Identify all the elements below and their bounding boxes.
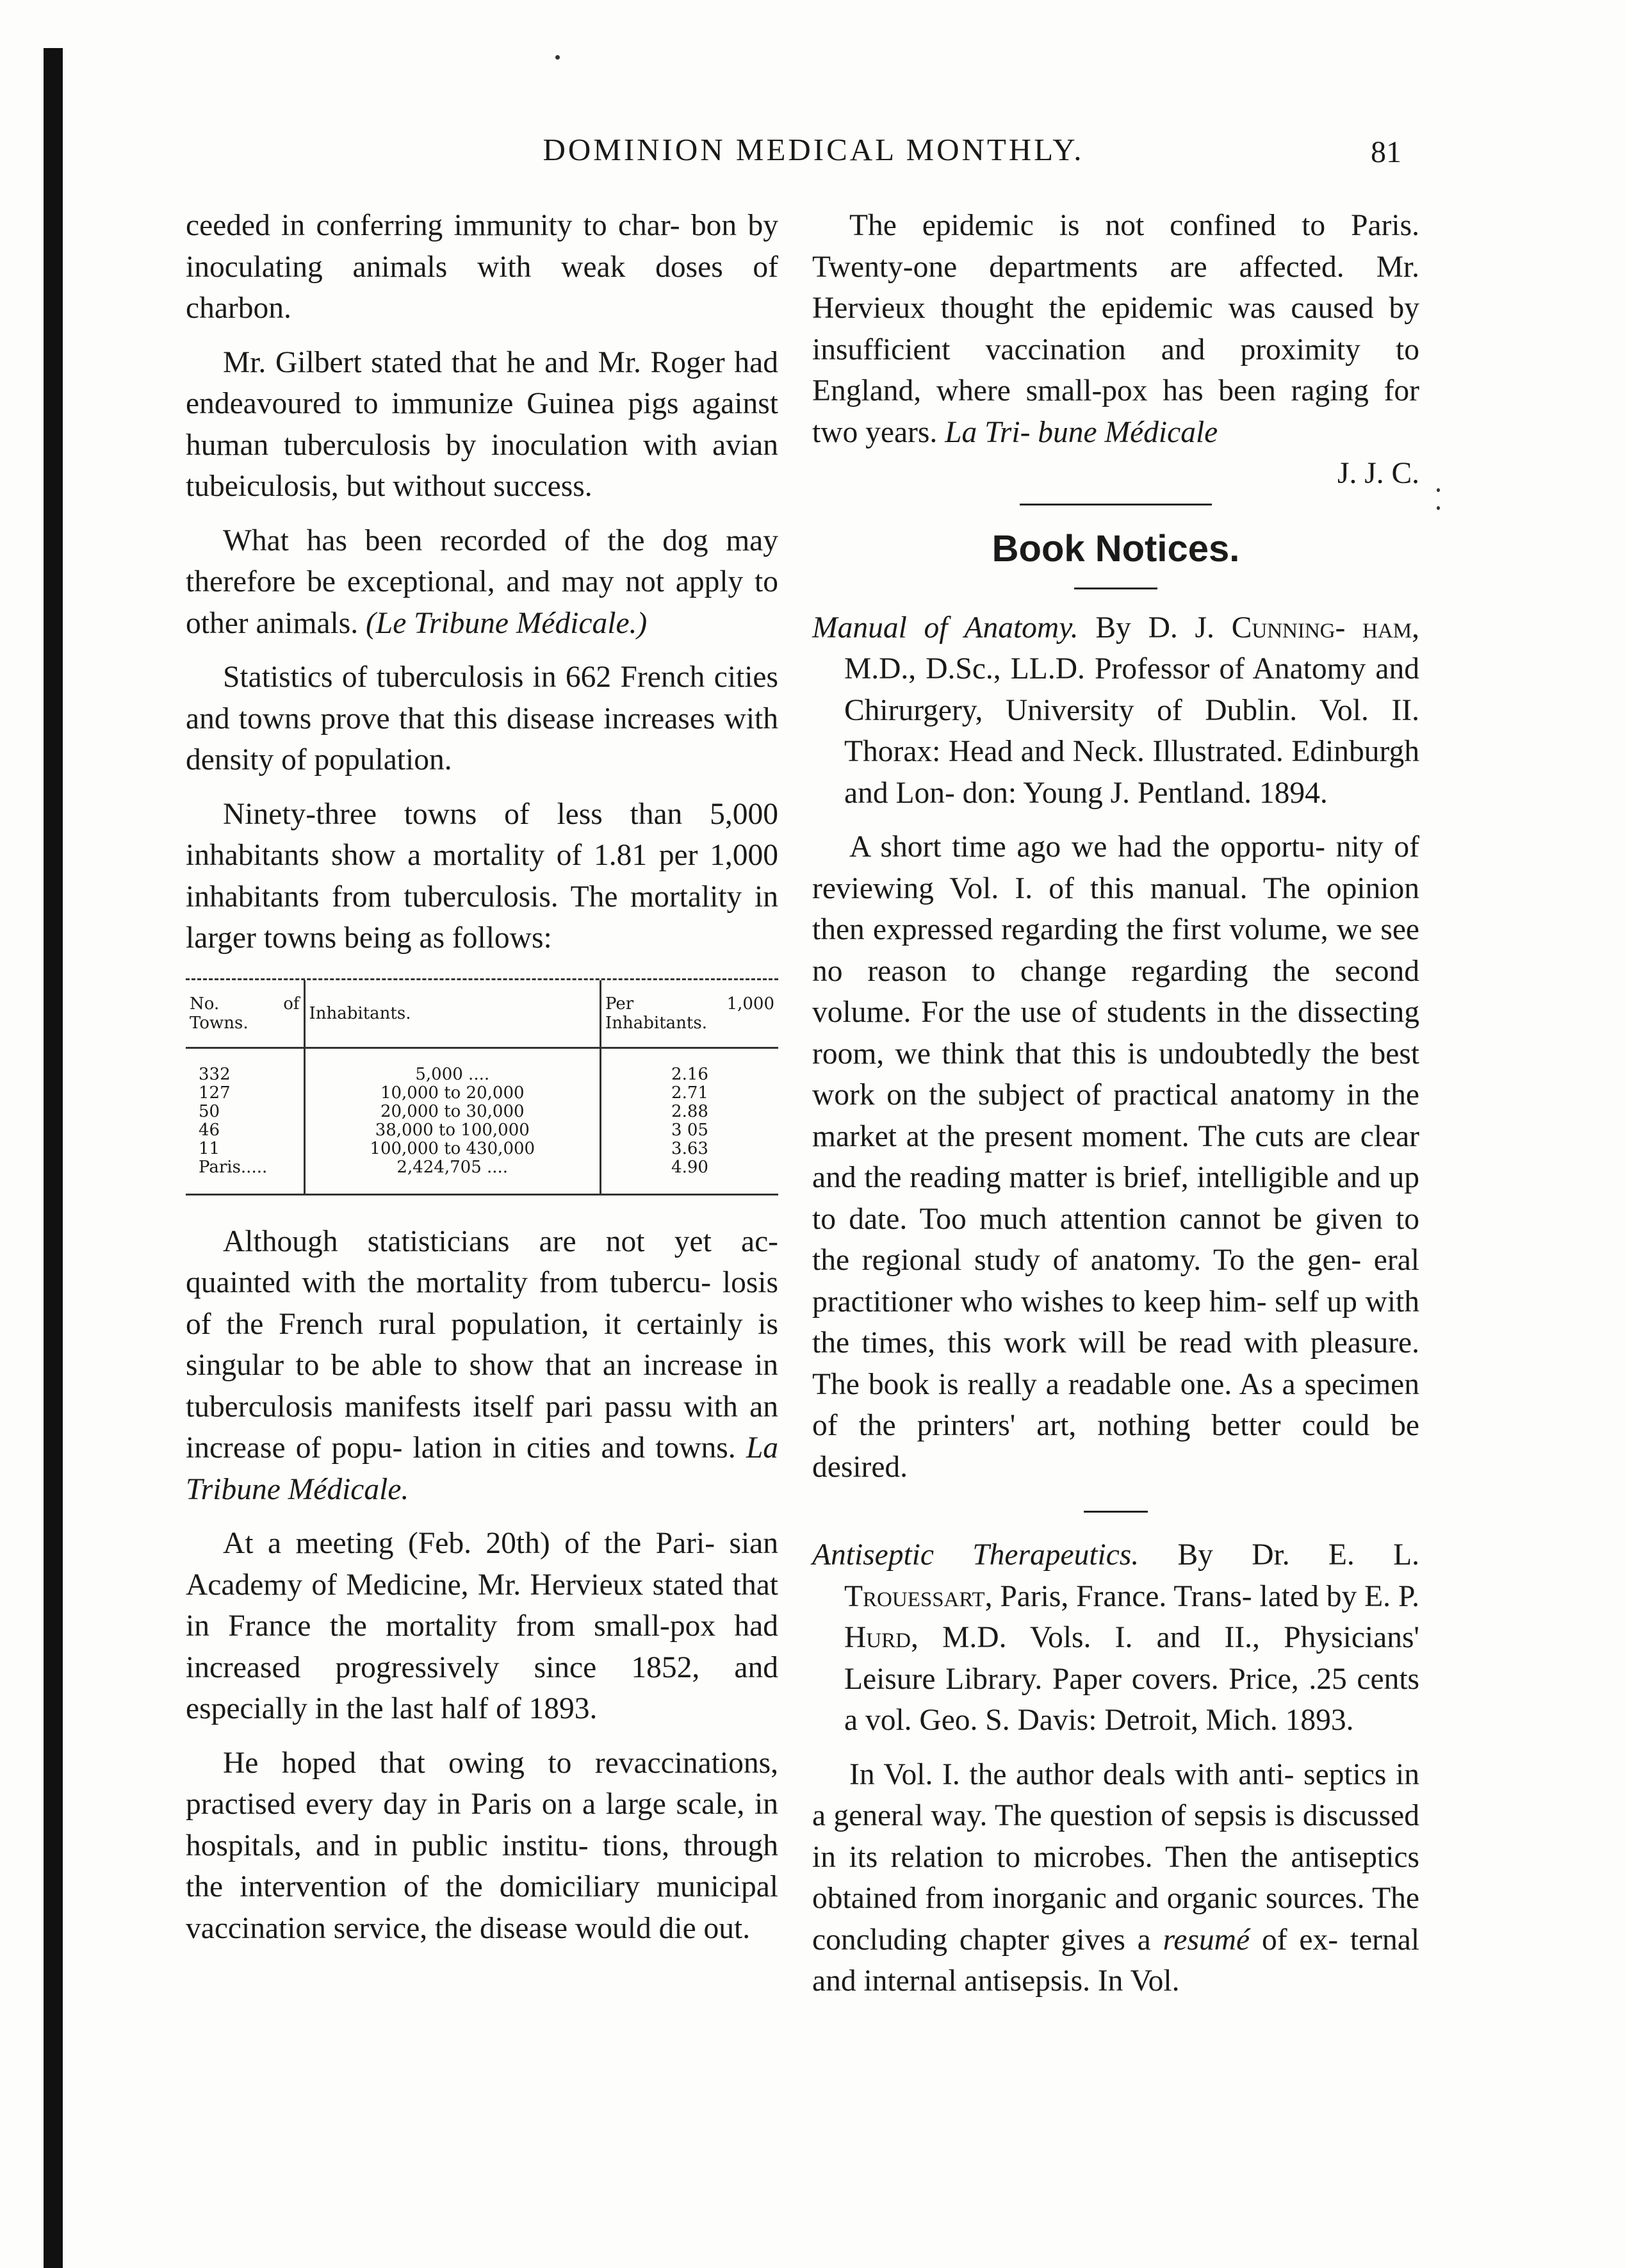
table-cell: 3.63 bbox=[671, 1138, 708, 1158]
right-column bbox=[812, 205, 1419, 2002]
paragraph-text: What has been recorded of the dog may therefore be exceptional, and may not apply to other animals. bbox=[186, 523, 778, 640]
table-row bbox=[186, 1103, 778, 1121]
table-header-row bbox=[186, 980, 778, 1048]
divider bbox=[1084, 1511, 1148, 1513]
citation: La Tri- bune Médicale bbox=[945, 415, 1218, 449]
table-cell: 4.90 bbox=[671, 1157, 708, 1177]
table-cell: 127 bbox=[186, 1084, 304, 1103]
column-header: No. of Towns. bbox=[186, 980, 304, 1048]
book-entry bbox=[812, 607, 1419, 814]
paragraph: He hoped that owing to revaccinations, practised every day in Paris on a large scale, in hospitals, and in public institu- tions, through the intervention of the domiciliary municipal vaccination service, the disease would die out. bbox=[186, 1746, 778, 1945]
table-cell: 5,000 .... bbox=[304, 1048, 601, 1084]
book-translator: Hurd bbox=[844, 1621, 911, 1654]
paragraph bbox=[186, 1221, 778, 1511]
table-cell: 2.16 bbox=[671, 1064, 708, 1084]
paragraph: Ninety-three towns of less than 5,000 inhabitants show a mortality of 1.81 per 1,000 inhabitants from tuberculosis. The mortality in larger towns being as follows: bbox=[186, 797, 778, 955]
paragraph: At a meeting (Feb. 20th) of the Pari- sian Academy of Medicine, Mr. Hervieux stated that in France the mortality from small-pox had increased progressively since 1852, and especially in the last half of 1893. bbox=[186, 1527, 778, 1725]
table-row bbox=[186, 1140, 778, 1158]
citation: La Tribune Médicale. bbox=[186, 1431, 779, 1506]
book-title: Manual of Anatomy. bbox=[812, 611, 1079, 645]
signature-initials: J. J. C. bbox=[1337, 457, 1419, 490]
table-cell: 100,000 to 430,000 bbox=[304, 1140, 601, 1158]
book-details: , Paris, France. Trans- lated by E. P. bbox=[984, 1579, 1419, 1613]
print-speck bbox=[555, 55, 560, 60]
table-cell: 10,000 to 20,000 bbox=[304, 1084, 601, 1103]
binding-edge bbox=[44, 48, 63, 2268]
paragraph-text: The epidemic is not confined to Paris. Twenty-one departments are affected. Mr. Hervieux thought the epidemic was caused by insufficient vaccination and proximity to England, where small-pox has been raging for two years. bbox=[812, 209, 1419, 449]
column-header: Per 1,000 Inhabitants. bbox=[601, 980, 779, 1048]
table-row bbox=[186, 1121, 778, 1140]
paragraph bbox=[812, 205, 1419, 495]
mortality-table bbox=[186, 978, 778, 1196]
book-details: , M.D., D.Sc., LL.D. Professor of Anatomy and Chirurgery, University of Dublin. Vol. II. Thorax: Head and Neck. Illustrated. Edinburgh and Lon- don: Young J. Pentland. 1894. bbox=[844, 611, 1420, 810]
table-row bbox=[186, 1048, 778, 1084]
paragraph: Statistics of tuberculosis in 662 French cities and towns prove that this disease increases with density of population. bbox=[186, 661, 778, 777]
running-head: DOMINION MEDICAL MONTHLY. bbox=[543, 132, 1084, 167]
print-speck bbox=[1437, 488, 1440, 492]
table-cell: 2,424,705 .... bbox=[304, 1158, 601, 1194]
table-cell: 50 bbox=[186, 1103, 304, 1121]
table-cell: 46 bbox=[186, 1121, 304, 1140]
paragraph bbox=[186, 520, 778, 645]
table-cell: 3 05 bbox=[671, 1120, 708, 1140]
table-cell: 20,000 to 30,000 bbox=[304, 1103, 601, 1121]
italic-term: resumé bbox=[1163, 1923, 1250, 1957]
table-row bbox=[186, 1084, 778, 1103]
book-review: A short time ago we had the opportu- nity of reviewing Vol. I. of this manual. The opinion then expressed regarding the first volume, we see no reason to change regarding the second volume. For the use of students in the dissecting room, we think that this is undoubtedly the best work on the subject of practical anatomy in the market at the present moment. The cuts are clear and the reading matter is brief, intelligible and up to date. Too much attention cannot be given to the regional study of anatomy. To the gen- eral practitioner who wishes to keep him- self up with the times, this work will be read with pleasure. The book is really a readable one. As a specimen of the printers' art, nothing better could be desired. bbox=[812, 830, 1419, 1484]
paragraph: Mr. Gilbert stated that he and Mr. Roger had endeavoured to immunize Guinea pigs against human tuberculosis by inoculation with avian tubeiculosis, but without success. bbox=[186, 345, 778, 503]
book-entry bbox=[812, 1534, 1419, 1741]
paragraph: ceeded in conferring immunity to char- bon by inoculating animals with weak doses of charbon. bbox=[186, 209, 778, 325]
divider bbox=[1020, 504, 1212, 505]
table-cell: 332 bbox=[186, 1048, 304, 1084]
book-details: , M.D. Vols. I. and II., Physicians' Leisure Library. Paper covers. Price, .25 cents a vol. Geo. S. Davis: Detroit, Mich. 1893. bbox=[844, 1621, 1419, 1737]
paragraph-text: of ex- ternal and internal antisepsis. In Vol. bbox=[812, 1923, 1420, 1998]
column-header: Inhabitants. bbox=[304, 980, 601, 1048]
book-title: Antiseptic Therapeutics. bbox=[812, 1538, 1139, 1572]
citation: (Le Tribune Médicale.) bbox=[365, 606, 648, 640]
book-author: Trouessart bbox=[844, 1579, 985, 1613]
table-cell: Paris..... bbox=[186, 1158, 304, 1194]
book-author: Cunning- ham bbox=[1231, 611, 1412, 645]
paragraph-text: In Vol. I. the author deals with anti- septics in a general way. The question of sepsis is discussed in its relation to microbes. Then the antiseptics obtained from inorganic and organic sources. The concluding chapter gives a bbox=[812, 1757, 1419, 1957]
table-cell: 11 bbox=[186, 1140, 304, 1158]
table-cell: 2.71 bbox=[671, 1083, 708, 1103]
table-row bbox=[186, 1158, 778, 1194]
section-heading: Book Notices. bbox=[992, 527, 1240, 570]
print-speck bbox=[1437, 506, 1440, 510]
left-column bbox=[186, 205, 778, 1949]
divider bbox=[1074, 588, 1157, 589]
paragraph-text: Although statisticians are not yet ac- quainted with the mortality from tubercu- losis of the French rural population, it certainly is singular to be able to show that an increase in tuberculosis manifests itself pari passu with an increase of popu- lation in cities and towns. bbox=[186, 1224, 778, 1465]
page-number: 81 bbox=[1371, 135, 1401, 169]
book-review bbox=[812, 1754, 1419, 2002]
book-byline: By Dr. E. L. bbox=[1177, 1538, 1419, 1572]
book-byline: By D. J. bbox=[1095, 611, 1214, 645]
table-cell: 2.88 bbox=[671, 1101, 708, 1121]
table-cell: 38,000 to 100,000 bbox=[304, 1121, 601, 1140]
